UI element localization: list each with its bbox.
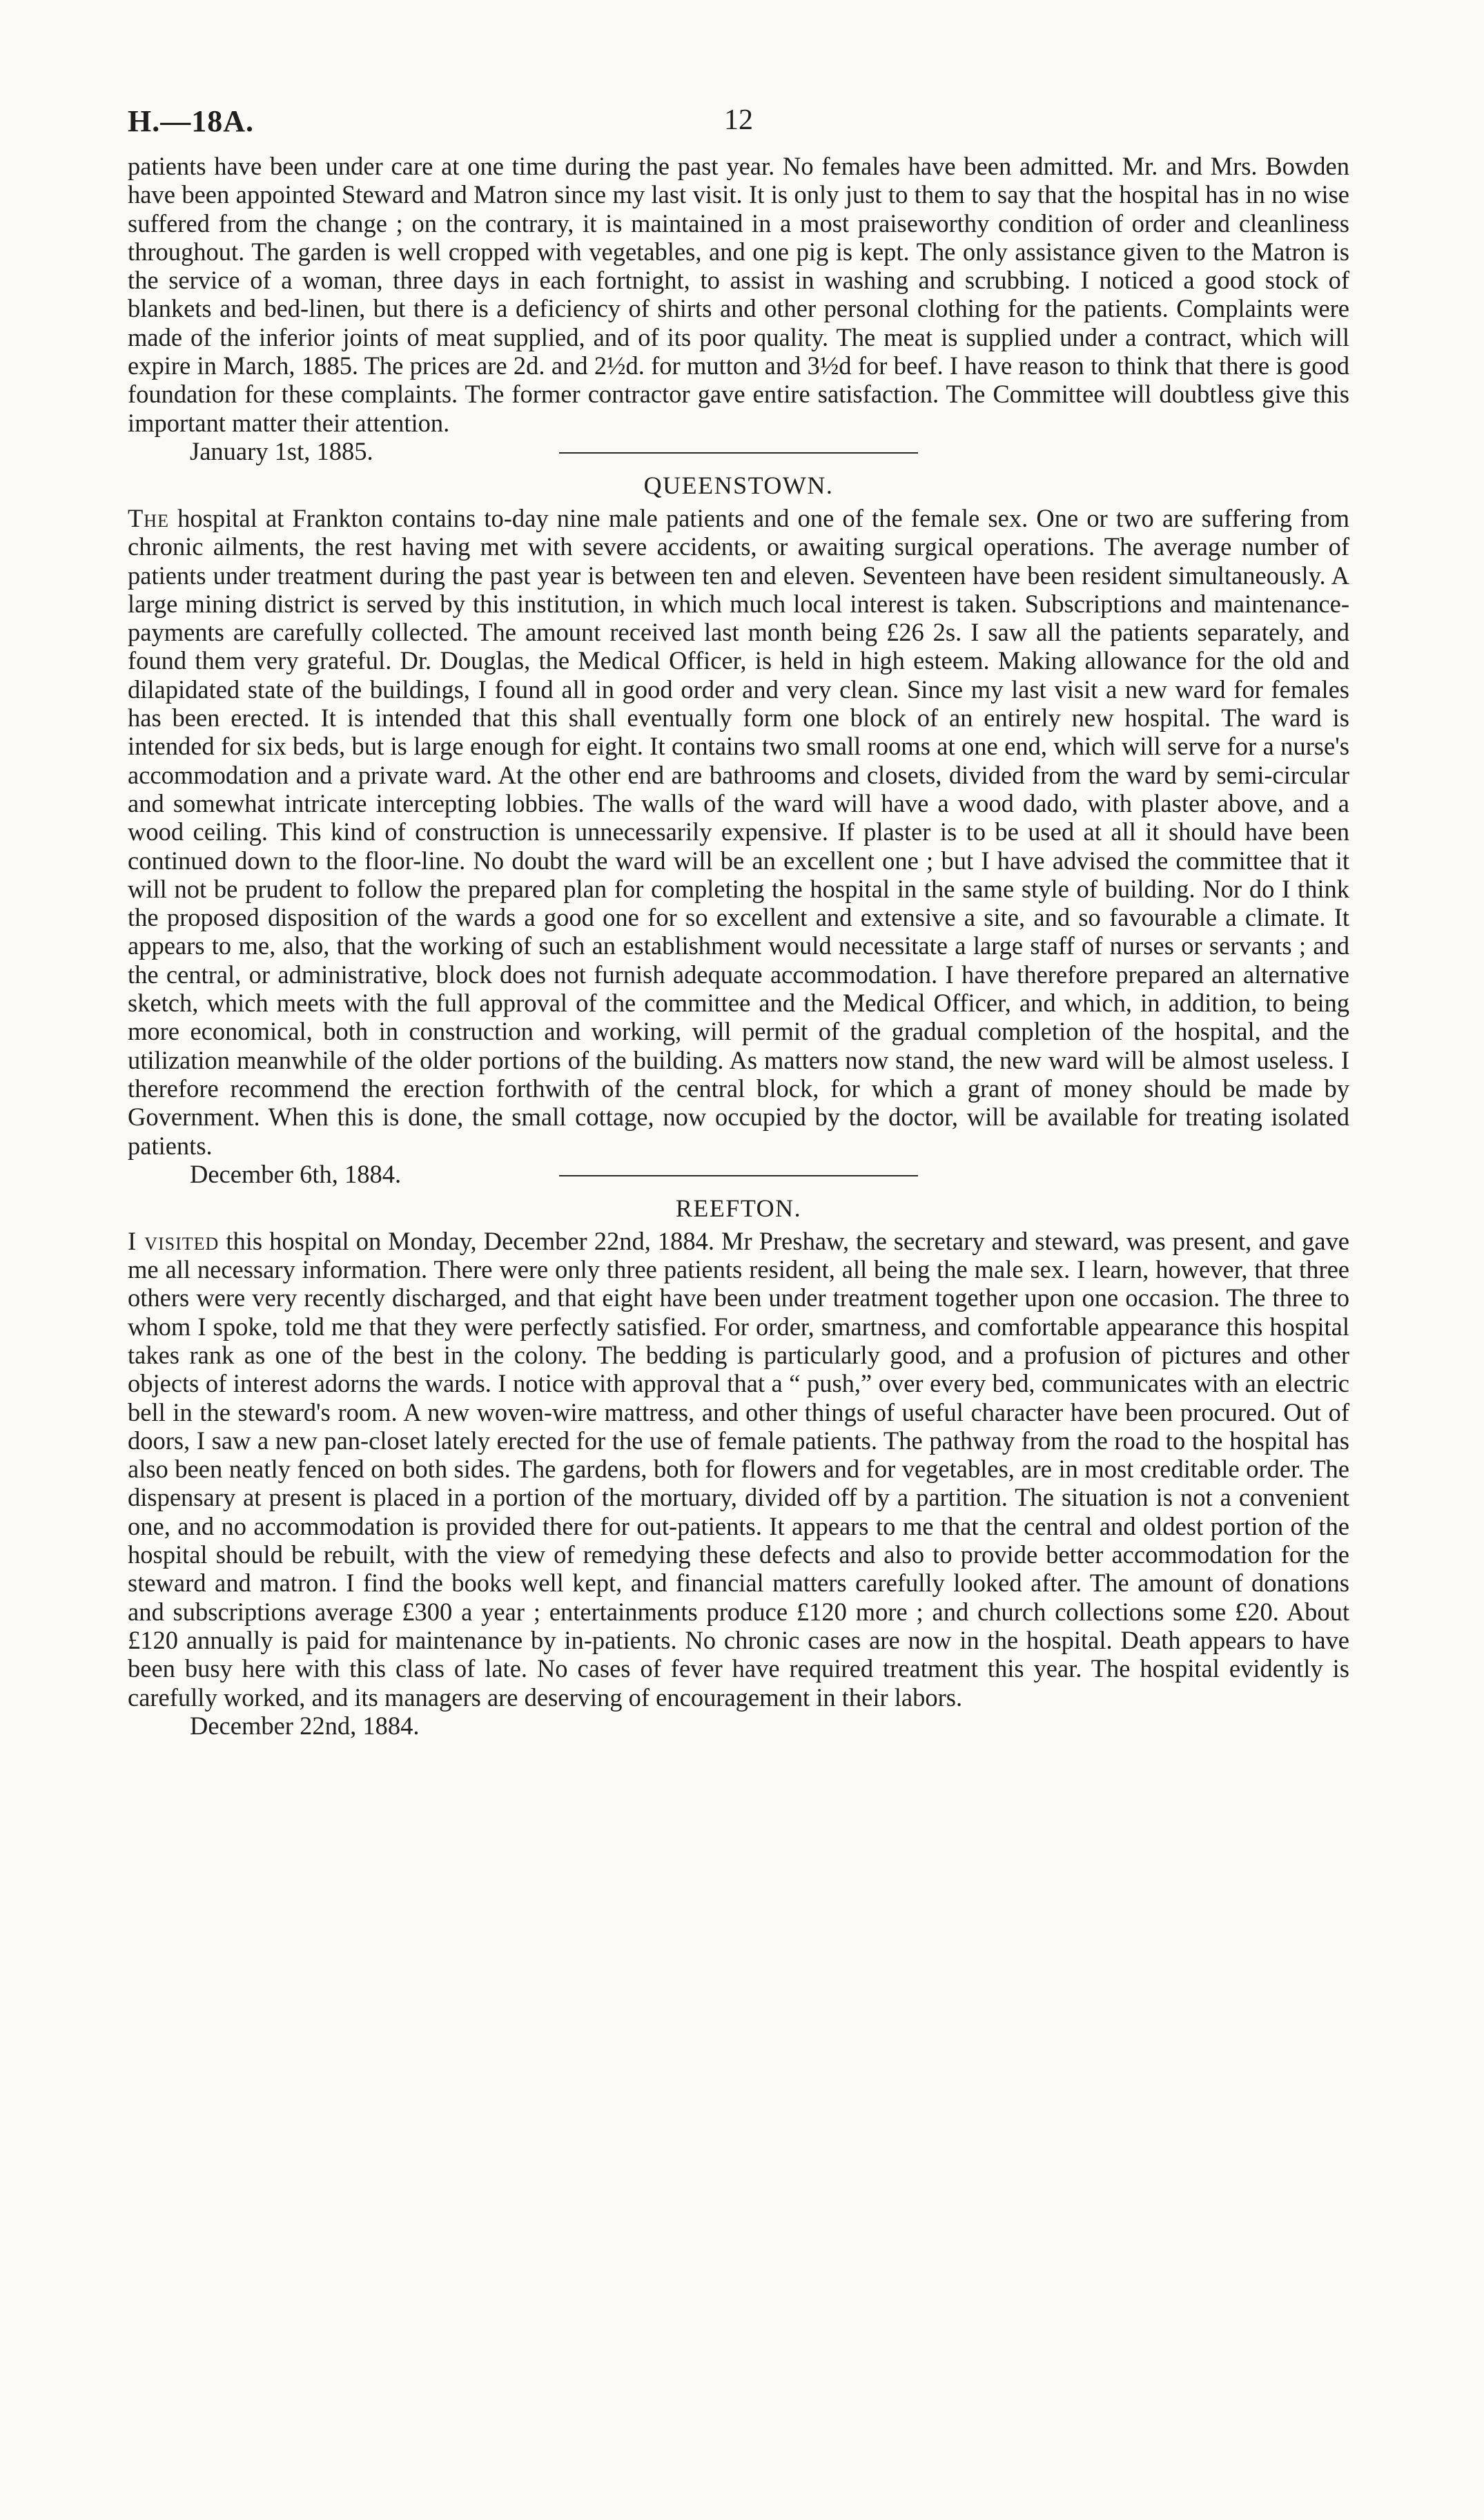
document-code: H.—18A. bbox=[128, 104, 254, 138]
reefton-date: December 22nd, 1884. bbox=[190, 1711, 420, 1740]
page-header bbox=[128, 104, 1349, 152]
section-divider bbox=[559, 1175, 918, 1176]
intro-date-row bbox=[128, 437, 1349, 465]
queenstown-paragraph bbox=[128, 504, 1349, 1160]
reefton-lead: I visited bbox=[128, 1226, 219, 1255]
reefton-date-row bbox=[128, 1712, 1349, 1740]
queenstown-date-row bbox=[128, 1160, 1349, 1188]
section-heading-reefton: REEFTON. bbox=[675, 1194, 802, 1222]
queenstown-date: December 6th, 1884. bbox=[190, 1159, 402, 1188]
queenstown-lead: The bbox=[128, 503, 169, 532]
page-number: 12 bbox=[724, 104, 753, 136]
section-divider bbox=[559, 452, 918, 454]
reefton-paragraph bbox=[128, 1227, 1349, 1712]
reefton-text: this hospital on Monday, December 22nd, 1884. Mr Preshaw, the secretary and steward, was present, and gave me all necessary information. There were only three patients resident, all being the male sex. I learn, however, that three others were very recently discharged, and that eight have been under treatment together upon one occasion. The three to whom I spoke, told me that they were perfectly satisfied. For order, smartness, and comfortable appearance this hospital takes rank as one of the best in the colony. The bedding is particularly good, and a profusion of pictures and other objects of interest adorns the wards. I notice with approval that a “ push,” over every bed, communicates with an electric bell in the steward's room. A new woven-wire mattress, and other things of useful character have been procured. Out of doors, I saw a new pan-closet lately erected for the use of female patients. The pathway from the road to the hospital has also been neatly fenced on both sides. The gardens, both for flowers and for vegetables, are in most creditable order. The dispensary at present is placed in a portion of the mortuary, divided off by a partition. The situation is not a convenient one, and no accommodation is provided there for out-patients. It appears to me that the central and oldest portion of the hospital should be rebuilt, with the view of remedying these defects and also to provide better accommodation for the steward and matron. I find the books well kept, and financial matters carefully looked after. The amount of donations and subscriptions average £300 a year ; entertainments produce £120 more ; and church collections some £20. About £120 annually is paid for maintenance by in-patients. No chronic cases are now in the hospital. Death appears to have been busy here with this class of late. No cases of fever have required treatment this year. The hospital evidently is carefully worked, and its managers are deserving of encouragement in their labors. bbox=[128, 1226, 1349, 1712]
intro-paragraph: patients have been under care at one time during the past year. No females have been admitted. Mr. and Mrs. Bowden have been appointed Steward and Matron since my last visit. It is only just to them to say that the hospital has in no wise suffered from the change ; on the contrary, it is maintained in a most praiseworthy condition of order and cleanliness throughout. The garden is well cropped with vegetables, and one pig is kept. The only assistance given to the Matron is the service of a woman, three days in each fortnight, to assist in washing and scrubbing. I noticed a good stock of blankets and bed-linen, but there is a deficiency of shirts and other personal clothing for the patients. Complaints were made of the inferior joints of meat supplied, and of its poor quality. The meat is supplied under a contract, which will expire in March, 1885. The prices are 2d. and 2½d. for mutton and 3½d for beef. I have reason to think that there is good foundation for these complaints. The former contractor gave entire satisfaction. The Committee will doubtless give this important matter their attention. bbox=[128, 152, 1349, 437]
document-page bbox=[128, 104, 1349, 1740]
queenstown-text: hospital at Frankton contains to-day nine male patients and one of the female sex. One or two are suffering from chronic ailments, the rest having met with severe accidents, or awaiting surgical operations. The average number of patients under treatment during the past year is between ten and eleven. Seventeen have been resident simultaneously. A large mining district is served by this institution, in which much local interest is taken. Subscriptions and maintenance-payments are carefully collected. The amount received last month being £26 2s. I saw all the patients separately, and found them very grateful. Dr. Douglas, the Medical Officer, is held in high esteem. Making allowance for the old and dilapidated state of the buildings, I found all in good order and very clean. Since my last visit a new ward for females has been erected. It is intended that this shall eventually form one block of an entirely new hospital. The ward is intended for six beds, but is large enough for eight. It contains two small rooms at one end, which will serve for a nurse's accommodation and a private ward. At the other end are bathrooms and closets, divided from the ward by semi-circular and somewhat intricate intercepting lobbies. The walls of the ward will have a wood dado, with plaster above, and a wood ceiling. This kind of construction is unnecessarily expensive. If plaster is to be used at all it should have been continued down to the floor-line. No doubt the ward will be an excellent one ; but I have advised the committee that it will not be prudent to follow the prepared plan for completing the hospital in the same style of building. Nor do I think the proposed disposition of the wards a good one for so excellent and extensive a site, and so favourable a climate. It appears to me, also, that the working of such an establishment would necessitate a large staff of nurses or servants ; and the central, or administrative, block does not furnish adequate accommodation. I have therefore prepared an alternative sketch, which meets with the full approval of the committee and the Medical Officer, and which, in addition, to being more economical, both in construction and working, will permit of the gradual completion of the hospital, and the utilization meanwhile of the older portions of the building. As matters now stand, the new ward will be almost useless. I therefore recommend the erection forthwith of the central block, for which a grant of money should be made by Government. When this is done, the small cottage, now occupied by the doctor, will be available for treating isolated patients. bbox=[128, 503, 1349, 1160]
intro-date: January 1st, 1885. bbox=[190, 436, 373, 465]
section-heading-queenstown: QUEENSTOWN. bbox=[643, 471, 834, 499]
